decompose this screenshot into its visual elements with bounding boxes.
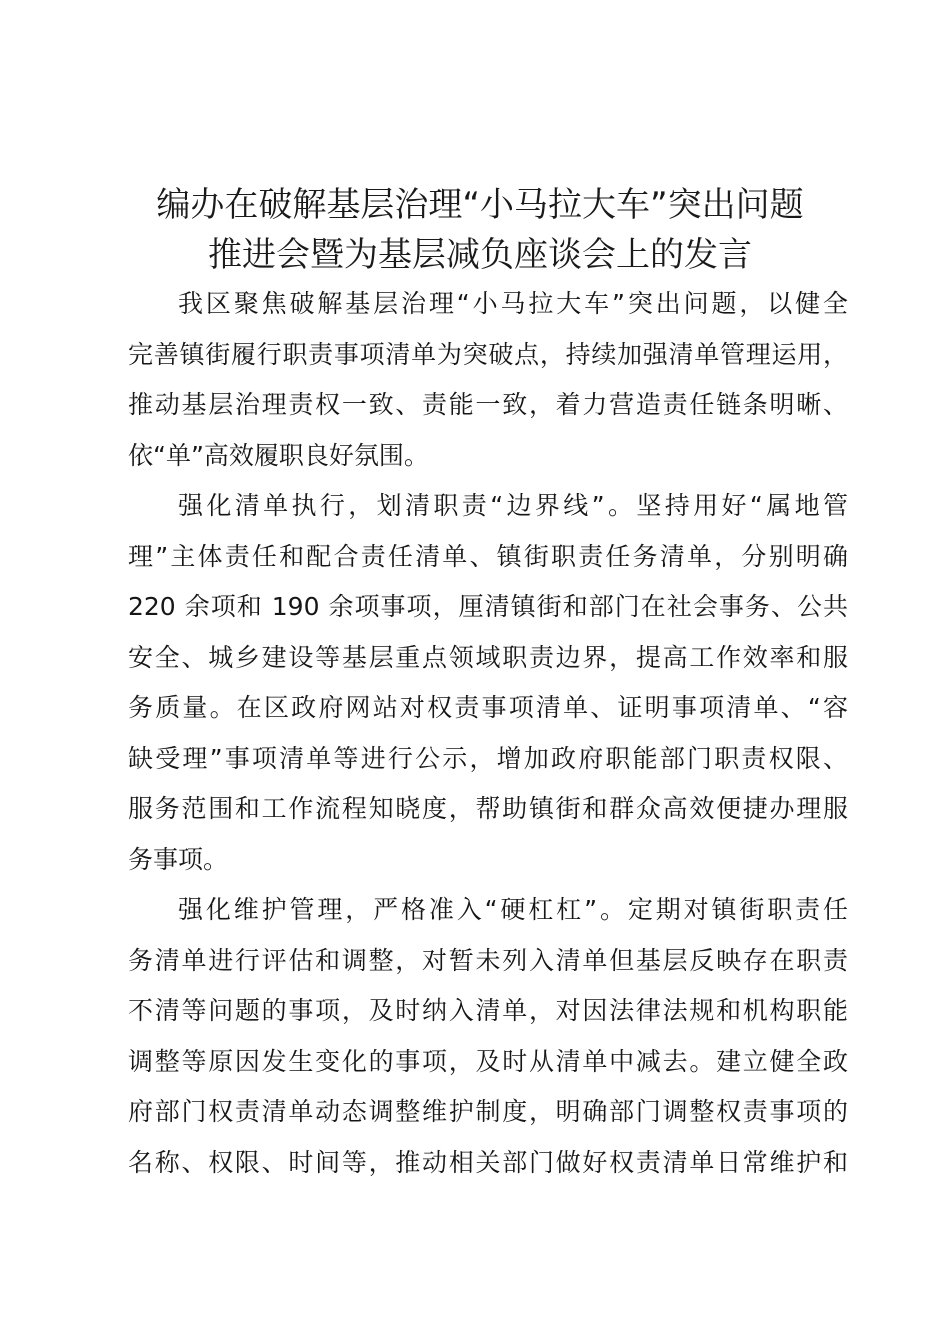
paragraph-line: 务质量。在区政府网站对权责事项清单、证明事项清单、“容	[128, 693, 848, 722]
document-title-line-2: 推进会暨为基层减负座谈会上的发言	[208, 235, 752, 275]
paragraph-line: 务事项。	[128, 844, 229, 874]
paragraph-2	[128, 481, 848, 885]
document-title-line-1: 编办在破解基层治理“小马拉大车”突出问题	[156, 185, 804, 225]
paragraph-line: 依“单”高效履职良好氛围。	[128, 440, 429, 470]
paragraph-line: 强化维护管理，严格准入“硬杠杠”。定期对镇街职责任	[178, 895, 848, 924]
paragraph-line: 我区聚焦破解基层治理“小马拉大车”突出问题，以健全	[178, 289, 848, 318]
paragraph-line: 220 余项和 190 余项事项，厘清镇街和部门在社会事务、公共	[128, 592, 848, 621]
paragraph-line: 务清单进行评估和调整，对暂未列入清单但基层反映存在职责	[128, 945, 848, 975]
paragraph-line: 服务范围和工作流程知晓度，帮助镇街和群众高效便捷办理服	[128, 794, 848, 823]
paragraph-line: 理”主体责任和配合责任清单、镇街职责任务清单，分别明确	[128, 541, 848, 571]
paragraph-line: 名称、权限、时间等，推动相关部门做好权责清单日常维护和	[128, 1147, 848, 1177]
paragraph-line: 府部门权责清单动态调整维护制度，明确部门调整权责事项的	[128, 1097, 848, 1126]
paragraph-line: 缺受理”事项清单等进行公示，增加政府职能部门职责权限、	[128, 743, 848, 773]
paragraph-line: 强化清单执行，划清职责“边界线”。坚持用好“属地管	[178, 491, 848, 520]
document-body	[128, 279, 848, 1188]
paragraph-line: 不清等问题的事项，及时纳入清单，对因法律法规和机构职能	[128, 996, 848, 1025]
paragraph-line: 推动基层治理责权一致、责能一致，着力营造责任链条明晰、	[128, 390, 848, 419]
paragraph-line: 安全、城乡建设等基层重点领域职责边界，提高工作效率和服	[128, 642, 848, 672]
paragraph-1	[128, 279, 848, 481]
paragraph-line: 完善镇街履行职责事项清单为突破点，持续加强清单管理运用，	[128, 339, 848, 369]
paragraph-line: 调整等原因发生变化的事项，及时从清单中减去。建立健全政	[128, 1046, 848, 1076]
paragraph-3	[128, 885, 848, 1188]
